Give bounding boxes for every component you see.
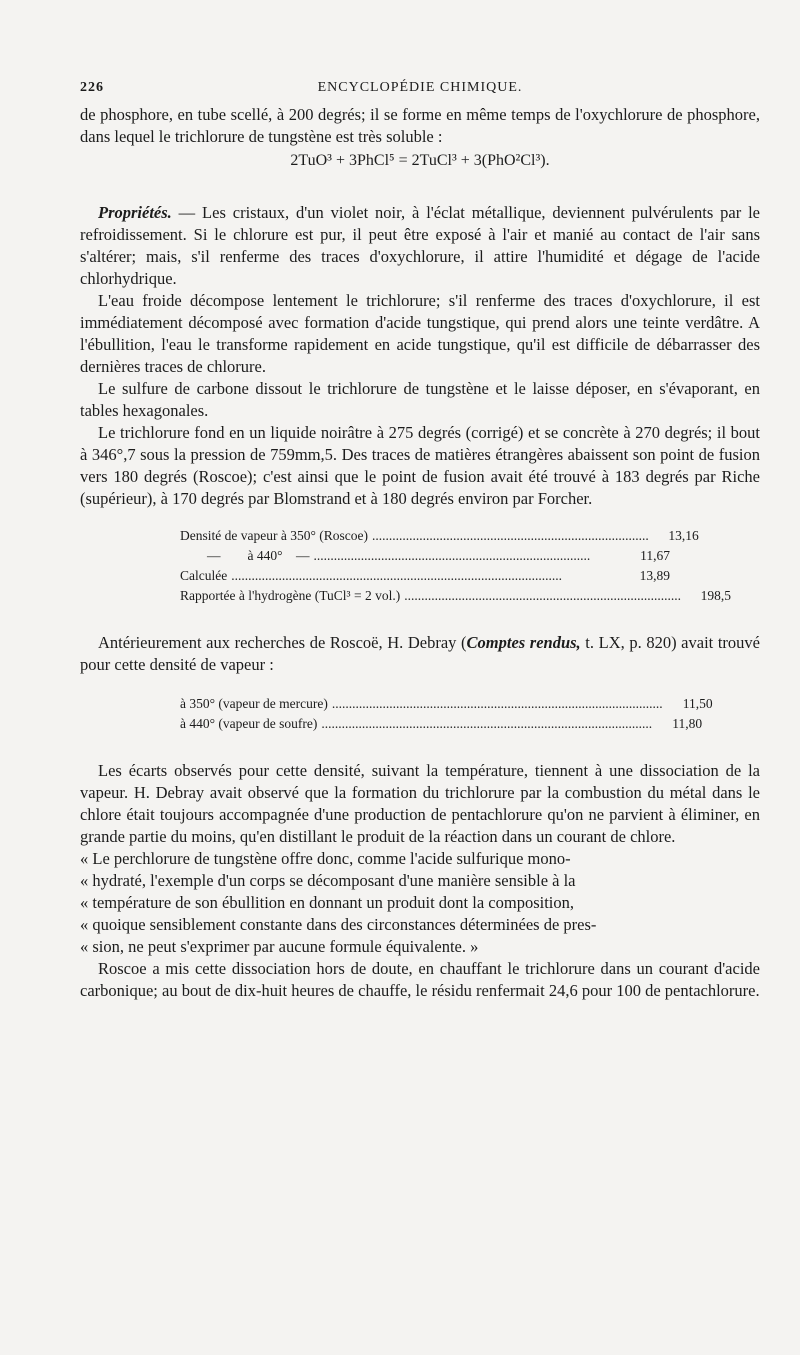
table-row: Calculée .................................................................................................. 13,89 — [180, 566, 670, 586]
quote-line: « sion, ne peut s'exprimer par aucune formule équivalente. » — [80, 937, 479, 956]
table-row-value: 13,16 — [668, 528, 699, 543]
table-row: à 350° (vapeur de mercure) .................................................................................................. 11,50 — [180, 694, 670, 714]
page-number: 226 — [80, 80, 104, 95]
chemical-equation: 2TuO³ + 3PhCl⁵ = 2TuCl³ + 3(PhO²Cl³). — [290, 152, 550, 169]
paragraph-debray: Antérieurement aux recherches de Roscoë, H. Debray (Comptes rendus, t. LX, p. 820) avait trouvé pour cette densité de vapeur : — [80, 633, 760, 674]
paragraph-1: de phosphore, en tube scellé, à 200 degrés; il se forme en même temps de l'oxychlorure de phosphore, dans lequel le trichlorure de tungstène est très soluble : — [80, 105, 760, 146]
paragraph-roscoe: Roscoe a mis cette dissociation hors de doute, en chauffant le trichlorure dans un courant d'acide carbonique; au bout de dix-huit heures de chauffe, le résidu renfermait 24,6 pour 100 de pentachlorure. — [80, 959, 760, 1000]
quote-line: « Le perchlorure de tungstène offre donc, comme l'acide sulfurique mono- — [80, 849, 571, 868]
vapor-density-table — [180, 526, 731, 606]
table-row: — à 440° — .................................................................................. 11,67 — [180, 546, 670, 566]
table-row-value: 13,89 — [639, 568, 670, 583]
table-row-value: 198,5 — [700, 588, 731, 603]
paragraph-properties — [80, 202, 760, 290]
table-row-label: à 350° (vapeur de mercure) — [180, 696, 328, 711]
paragraph-dissociation: Les écarts observés pour cette densité, suivant la température, tiennent à une dissociation de la vapeur. H. Debray avait observé que la formation du trichlorure par la combustion du métal dans le chlore était toujours accompagnée d'une production de pentachlorure qu'on ne parvient à éliminer, en grande partie du moins, qu'en distillant le produit de la réaction dans un courant de chlore. — [80, 761, 760, 846]
table-row-value: 11,50 — [682, 696, 713, 711]
citation-title: Comptes rendus, — [466, 633, 581, 652]
table-row-value: 11,80 — [672, 716, 703, 731]
quotation — [80, 848, 760, 958]
table-row: Densité de vapeur à 350° (Roscoe) .................................................................................. 13,16 — [180, 526, 670, 546]
quote-line: « hydraté, l'exemple d'un corps se décomposant d'une manière sensible à la — [80, 871, 576, 890]
table-row-value: 11,67 — [640, 548, 670, 563]
table-row-label: à 440° (vapeur de soufre) — [180, 716, 318, 731]
quote-line: « température de son ébullition en donnant un produit dont la composition, — [80, 893, 574, 912]
paragraph-water: L'eau froide décompose lentement le trichlorure; s'il renferme des traces d'oxychlorure, il est immédiatement décomposé avec formation d'acide tungstique, qui prend alors une teinte verdâtre. A l'ébullition, l'eau le transforme rapidement en acide tungstique, qu'il est difficile de débarrasser des dernières traces de chlorure. — [80, 291, 760, 376]
table-row: à 440° (vapeur de soufre) .................................................................................................. 11,80 — [180, 714, 670, 734]
paragraph-properties-text: — Les cristaux, d'un violet noir, à l'éclat métallique, deviennent pulvérulents par le refroidissement. Si le chlorure est pur, il peut être exposé à l'air et manié au contact de l'air sans s'altérer; mais, s'il renferme des traces d'oxychlorure, il attire l'humidité et dégage de l'acide chlorhydrique. — [80, 203, 760, 288]
table-row-label: — à 440° — — [180, 548, 310, 563]
paragraph-carbon-sulfide: Le sulfure de carbone dissout le trichlorure de tungstène et le laisse déposer, en s'évaporant, en tables hexagonales. — [80, 379, 760, 420]
table-row: Rapportée à l'hydrogène (TuCl³ = 2 vol.) .................................................................................. 198,5 — [180, 586, 670, 606]
paragraph-melting-point: Le trichlorure fond en un liquide noirâtre à 275 degrés (corrigé) et se concrète à 270 degrés; il bout à 346°,7 sous la pression de 759mm,5. Des traces de matières étrangères abaissent son point de fusion vers 180 degrés (Roscoe); c'est ainsi que le point de fusion avait été trouvé à 183 degrés par Riche (supérieur), à 170 degrés par Blomstrand et à 180 degrés environ par Forcher. — [80, 423, 760, 508]
section-title-properties: Propriétés. — [98, 203, 172, 222]
page-header — [80, 80, 760, 104]
table-row-label: Calculée — [180, 568, 228, 583]
table-row-label: Densité de vapeur à 350° (Roscoe) — [180, 528, 368, 543]
running-head: ENCYCLOPÉDIE CHIMIQUE. — [317, 80, 523, 95]
table-row-label: Rapportée à l'hydrogène (TuCl³ = 2 vol.) — [180, 588, 401, 603]
document-page — [80, 80, 760, 1002]
debray-density-table — [180, 694, 713, 734]
quote-line: « quoique sensiblement constante dans des circonstances déterminées de pres- — [80, 915, 597, 934]
